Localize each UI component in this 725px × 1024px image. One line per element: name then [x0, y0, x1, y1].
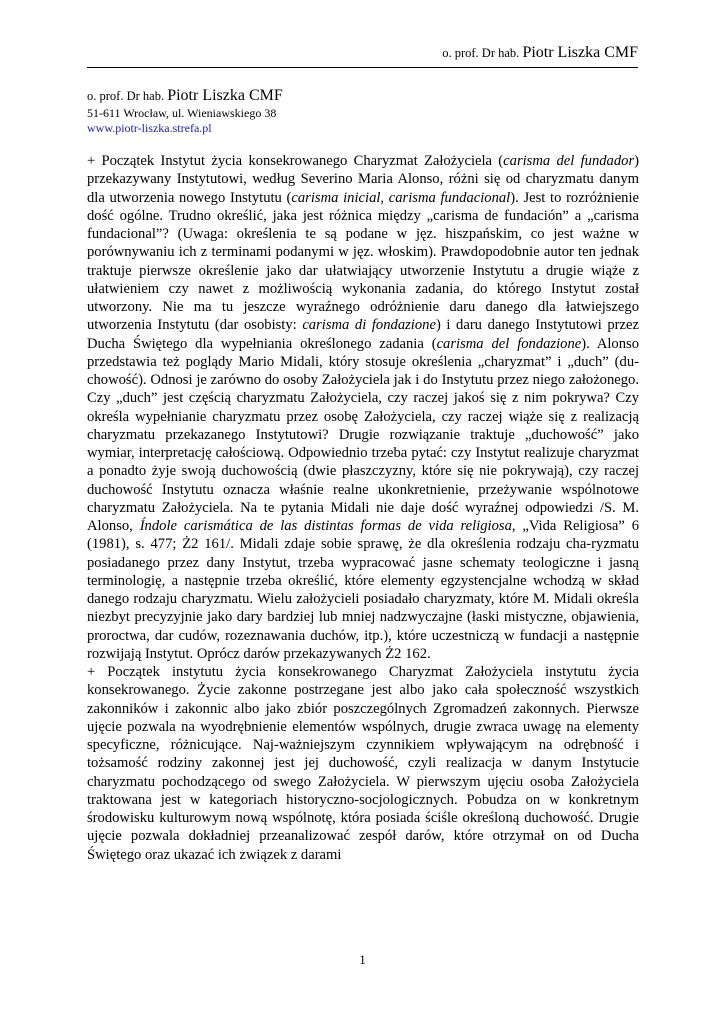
text-run: ) przekazywany Instytutowi, według Severino Maria Alonso, różni się od charyzmatu danym dla utworzenia nowego Instytutu (: [87, 153, 639, 206]
paragraph: [87, 152, 639, 663]
address-block: [87, 86, 283, 136]
address-title-small: o. prof. Dr hab.: [87, 89, 165, 103]
italic-run: Índole carismática de las distintas formas de vida religiosa: [139, 518, 512, 534]
italic-run: carisma di fondazione: [302, 317, 436, 334]
header-title-small: o. prof. Dr hab.: [442, 46, 520, 60]
italic-run: carisma del fondazione: [436, 335, 582, 352]
address-author-name: Piotr Liszka CMF: [167, 87, 283, 104]
text-run: ). Jest to rozróżnienie dość ogólne. Trudno określić, jaka jest różnica między „carisma de fundación” a „carisma fundacional”? (Uwaga: określenia te są podane w jęz. hiszpańskim, co jest ważne w porównywaniu ich z terminami podanymi w jęz. włoskim). Prawdopodobnie autor ten jednak traktuje pierwsze określenie jako dar ułatwiający utworzenie Instytutu a drugie wiąże z ułatwieniem czy nawet z możliwością wykonania zadania, do którego Instytut został utworzony. Nie ma tu jeszcze wyraźnego odróżnienie daru danego dla łatwiejszego utworzenia Instytutu (dar osobisty:: [87, 189, 640, 334]
address-name-line: [87, 86, 283, 106]
page-number: 1: [359, 952, 366, 967]
text-run: ). Alonso przedstawia też poglądy Mario Midali, który stosuje określenia „charyzmat” i „duch” (du-chowość). Odnosi je zarówno do osoby Założyciela jak i do Instytutu przez niego założonego. Czy „duch” jest częścią charyzmatu Założyciela, czy raczej jakoś się z nim pokrywa? Czy określa wypełnianie charyzmatu przez osobę Założyciela, czy raczej wiąże się z realizacją charyzmatu przekazanego Instytutowi? Drugie rozwiązanie traktuje „duchowość” jako wymiar, interpretację całościową. Odpowiednio trzeba pytać: czy Instytut realizuje charyzmat a ponadto żyje swoją duchowością (dwie płaszczyzny, które się nie pokrywają), czy raczej duchowość Instytutu oznacza właśnie realne ukonkretnienie, przeżywanie wspólnotowe charyzmatu Założyciela. Na te pytania Midali nie daje dość wyraźnej odpowiedzi /S. M. Alonso,: [87, 335, 639, 534]
address-street: 51-611 Wrocław, ul. Wieniawskiego 38: [87, 106, 277, 120]
body-text: [87, 152, 639, 864]
running-header: [442, 44, 638, 62]
italic-run: carisma del fundador: [503, 153, 635, 169]
italic-run: carisma fundacional: [388, 189, 511, 206]
text-run: ,: [380, 189, 389, 206]
text-run: + Początek Instytut życia konsekrowanego Charyzmat Założyciela (: [87, 153, 504, 169]
header-author-name: Piotr Liszka CMF: [522, 44, 638, 61]
header-rule: [87, 67, 638, 68]
text-run: , „Vida Religiosa” 6 (1981), s. 477; Ż2 161/. Midali zdaje sobie sprawę, że dla określenia rodzaju cha-ryzmatu posiadanego przez dany Instytut, trzeba wypracować jasne schematy teologiczne i jasną terminologię, a następnie trzeba określić, które elementy egzystencjalne wchodzą w skład danego rodzaju charyzmatu. Wielu założycieli posiadało charyzmaty, które M. Midali określa niezbyt precyzyjnie jako dary bardziej lub mniej nadzwyczajne (łaski mistyczne, objawienia, proroctwa, dar cudów, rozeznawania duchów, itp.), które uczestniczą w fundacji a następnie rozwijają Instytut. Oprócz darów przekazywanych Ż2 162.: [87, 518, 639, 662]
paragraph: [87, 663, 639, 864]
website-link[interactable]: www.piotr-liszka.strefa.pl: [87, 121, 212, 135]
text-run: ) i daru danego Instytutowi przez Ducha Świętego dla wypełniania określonego zadania (: [87, 317, 639, 352]
text-run: + Początek instytutu życia konsekrowanego Charyzmat Założyciela instytutu życia konsekrowanego. Życie zakonne postrzegane jest albo jako cała społeczność wszystkich zakonników i zakonnic albo jako zbiór poszczególnych Zgromadzeń zakonnych. Pierwsze ujęcie pozwala na wyodrębnienie elementów wspólnych, drugie zwraca uwagę na elementy specyficzne, różnicujące. Naj-ważniejszym czynnikiem wpływającym na odrębność i tożsamość rodziny zakonnej jest jej duchowość, czyli realizacja w danym Instytucie charyzmatu pochodzącego od swego Założyciela. W pierwszym ujęciu osoba Założyciela traktowana jest w kategoriach historyczno-socjologicznych. Pobudza on w konkretnym środowisku kulturowym nową wspólnotę, która posiada ściśle określoną duchowość. Drugie ujęcie pozwala dokładniej przeanalizować zespół darów, które otrzymał on od Ducha Świętego oraz ukazać ich związek z darami: [87, 664, 639, 863]
italic-run: carisma inicial: [291, 189, 381, 206]
